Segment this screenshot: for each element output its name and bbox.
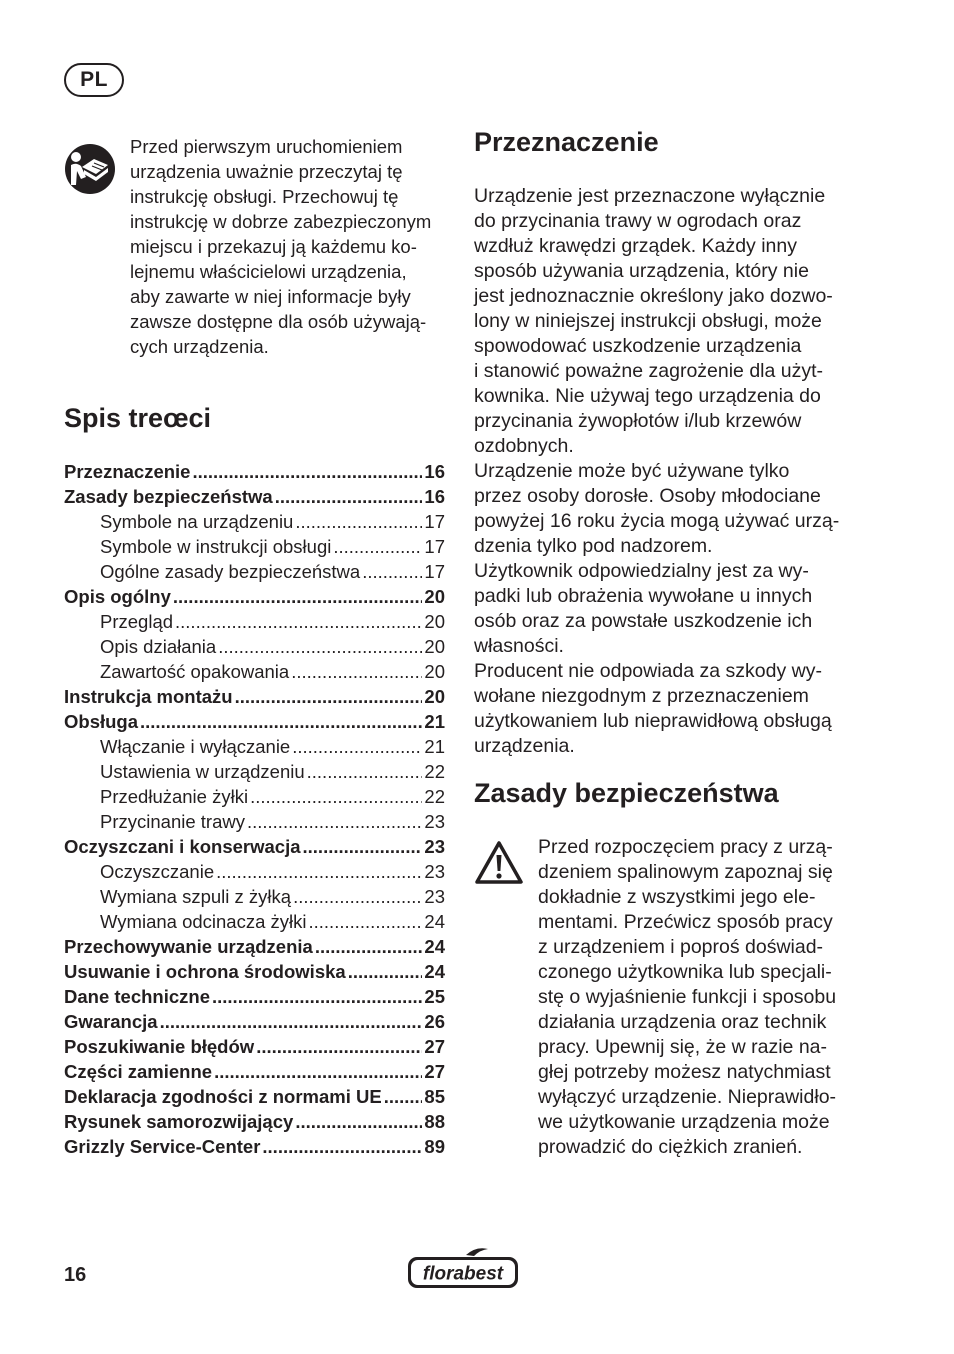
toc-entry xyxy=(64,1134,445,1159)
toc-entry-title: Grizzly Service-Center xyxy=(64,1136,261,1157)
toc-entry xyxy=(64,509,445,534)
toc-entry-title: Obsługa xyxy=(64,711,139,732)
warning-icon xyxy=(474,840,524,886)
toc-entry-page: 26 xyxy=(424,1011,445,1032)
toc-entry xyxy=(64,609,445,634)
text-line: wołane niezgodnym z przeznaczeniem xyxy=(474,685,809,707)
toc-entry xyxy=(64,534,445,559)
toc-entry xyxy=(64,734,445,759)
text-line: lony w niniejszej instrukcji obsługi, może xyxy=(474,310,822,332)
manual-reader-icon xyxy=(64,143,116,195)
toc-entry-page: 27 xyxy=(424,1061,445,1082)
toc-leader-dots xyxy=(348,959,423,984)
toc-entry-title: Ustawienia w urządzeniu xyxy=(100,761,305,782)
text-line: Przed pierwszym uruchomieniem xyxy=(130,136,403,157)
text-line: urządzenia uważnie przeczytaj tę xyxy=(130,161,403,182)
toc-entry-title: Przeznaczenie xyxy=(64,461,191,482)
text-line: cych urządzenia. xyxy=(130,336,269,357)
toc-leader-dots xyxy=(384,1084,423,1109)
text-line: powyżej 16 roku życia mogą używać urzą- xyxy=(474,510,840,532)
text-line: padki lub obrażenia wywołane u innych xyxy=(474,585,813,607)
toc-entry-title: Opis działania xyxy=(100,636,217,657)
text-line: Urządzenie może być używane tylko xyxy=(474,460,790,482)
toc-entry-page: 23 xyxy=(424,886,445,907)
text-line: instrukcję w dobrze zabezpieczonym xyxy=(130,211,432,232)
toc-entry xyxy=(64,784,445,809)
toc-leader-dots xyxy=(160,1009,423,1034)
text-line: mentami. Przećwicz sposób pracy xyxy=(538,911,833,933)
toc-entry-title: Włączanie i wyłączanie xyxy=(100,736,291,757)
toc-entry-title: Oczyszczani i konserwacja xyxy=(64,836,301,857)
text-line: Przed rozpoczęciem pracy z urzą- xyxy=(538,836,833,858)
page-number: 16 xyxy=(64,1264,87,1286)
text-line: aby zawarte w niej informacje były xyxy=(130,286,411,307)
text-line: Producent nie odpowiada za szkody wy- xyxy=(474,660,822,682)
text-line: do przycinania trawy w ogrodach oraz xyxy=(474,210,802,232)
text-line: wyłączyć urządzenie. Nieprawidło- xyxy=(538,1086,837,1108)
toc-entry-page: 21 xyxy=(424,711,445,732)
text-line: przycinania żywopłotów i/lub krzewów xyxy=(474,410,802,432)
text-line: lejnemu właścicielowi urządzenia, xyxy=(130,261,407,282)
toc-entry-page: 85 xyxy=(424,1086,445,1107)
toc-leader-dots xyxy=(212,984,422,1009)
text-line: czonego użytkownika lub specjali- xyxy=(538,961,832,983)
text-line: we użytkowanie urządzenia może xyxy=(538,1111,830,1133)
text-line: jest jednoznacznie określony jako dozwo- xyxy=(474,285,833,307)
toc-heading: Spis treœci xyxy=(64,403,212,433)
toc-entry xyxy=(64,1084,445,1109)
toc-entry-page: 17 xyxy=(424,536,445,557)
toc-entry xyxy=(64,559,445,584)
purpose-heading: Przeznaczenie xyxy=(474,127,659,157)
intro-paragraph xyxy=(130,134,450,359)
text-line: dzenia tylko pod nadzorem. xyxy=(474,535,713,557)
toc-entry-title: Części zamienne xyxy=(64,1061,213,1082)
toc-entry-page: 89 xyxy=(424,1136,445,1157)
toc-entry-page: 23 xyxy=(424,861,445,882)
toc-entry xyxy=(64,834,445,859)
toc-leader-dots xyxy=(192,459,422,484)
text-line: Użytkownik odpowiedzialny jest za wy- xyxy=(474,560,809,582)
toc-leader-dots xyxy=(303,834,423,859)
toc-leader-dots xyxy=(256,1034,422,1059)
text-line: i stanowić poważne zagrożenie dla użyt- xyxy=(474,360,824,382)
text-line: sposób używania urządzenia, który nie xyxy=(474,260,809,282)
toc-entry-title: Instrukcja montażu xyxy=(64,686,233,707)
toc-entry-page: 24 xyxy=(424,936,445,957)
safety-heading: Zasady bezpieczeństwa xyxy=(474,778,779,808)
toc-entry-page: 22 xyxy=(424,786,445,807)
text-line: Urządzenie jest przeznaczone wyłącznie xyxy=(474,185,826,207)
toc-entry-title: Zawartość opakowania xyxy=(100,661,290,682)
text-line: urządzenia. xyxy=(474,735,575,757)
toc-entry-page: 24 xyxy=(424,961,445,982)
toc-leader-dots xyxy=(295,509,422,534)
toc-entry xyxy=(64,859,445,884)
text-line: dzeniem spalinowym zapoznaj się xyxy=(538,861,833,883)
toc-leader-dots xyxy=(262,1134,422,1159)
toc-leader-dots xyxy=(292,734,422,759)
toc-entry-page: 23 xyxy=(424,836,445,857)
toc-entry-title: Opis ogólny xyxy=(64,586,171,607)
text-line: pracy. Upewnij się, że w razie na- xyxy=(538,1036,827,1058)
text-line: dokładnie z wszystkimi jego ele- xyxy=(538,886,816,908)
toc-entry-page: 24 xyxy=(424,911,445,932)
florabest-logo xyxy=(406,1244,520,1290)
toc-leader-dots xyxy=(250,784,422,809)
toc-leader-dots xyxy=(309,909,423,934)
toc-entry xyxy=(64,809,445,834)
toc-entry-title: Poszukiwanie błędów xyxy=(64,1036,255,1057)
toc-entry xyxy=(64,484,445,509)
toc-entry-page: 22 xyxy=(424,761,445,782)
text-line: osób oraz za powstałe uszkodzenie ich xyxy=(474,610,813,632)
text-line: własności. xyxy=(474,635,564,657)
toc-entry xyxy=(64,459,445,484)
toc-leader-dots xyxy=(173,584,423,609)
toc-entry-page: 20 xyxy=(424,661,445,682)
text-line: z urządzeniem i poproś doświad- xyxy=(538,936,824,958)
toc-entry-title: Przechowywanie urządzenia xyxy=(64,936,313,957)
toc-entry xyxy=(64,634,445,659)
safety-paragraph xyxy=(538,835,878,1160)
toc-entry xyxy=(64,1109,445,1134)
toc-entry-title: Zasady bezpieczeństwa xyxy=(64,486,273,507)
toc-entry xyxy=(64,709,445,734)
toc-entry-title: Gwarancja xyxy=(64,1011,158,1032)
toc-entry-title: Usuwanie i ochrona środowiska xyxy=(64,961,346,982)
toc-leader-dots xyxy=(175,609,422,634)
toc-entry-page: 20 xyxy=(424,586,445,607)
text-line: stę o wyjaśnienie funkcji i sposobu xyxy=(538,986,837,1008)
toc-entry-title: Wymiana szpuli z żyłką xyxy=(100,886,292,907)
toc-entry-page: 25 xyxy=(424,986,445,1007)
toc-leader-dots xyxy=(275,484,423,509)
text-line: instrukcję obsługi. Przechowuj tę xyxy=(130,186,399,207)
language-badge xyxy=(64,63,124,97)
text-line: działania urządzenia oraz technik xyxy=(538,1011,827,1033)
toc-entry-page: 20 xyxy=(424,611,445,632)
toc-entry-title: Ogólne zasady bezpieczeństwa xyxy=(100,561,361,582)
toc-entry xyxy=(64,934,445,959)
toc-entry-page: 16 xyxy=(424,461,445,482)
toc-entry-title: Symbole w instrukcji obsługi xyxy=(100,536,332,557)
toc-entry xyxy=(64,909,445,934)
toc-entry xyxy=(64,884,445,909)
toc-entry-page: 27 xyxy=(424,1036,445,1057)
language-code: PL xyxy=(80,68,108,91)
toc-leader-dots xyxy=(293,884,422,909)
text-line: ozdobnych. xyxy=(474,435,574,457)
toc-leader-dots xyxy=(362,559,422,584)
toc-entry xyxy=(64,759,445,784)
toc-leader-dots xyxy=(140,709,422,734)
toc-leader-dots xyxy=(214,1059,422,1084)
text-line: głej potrzeby możesz natychmiast xyxy=(538,1061,831,1083)
text-line: zawsze dostępne dla osób używają- xyxy=(130,311,427,332)
toc-entry-page: 16 xyxy=(424,486,445,507)
toc-entry xyxy=(64,684,445,709)
toc-leader-dots xyxy=(218,634,422,659)
toc-entry xyxy=(64,659,445,684)
toc-entry-page: 21 xyxy=(424,736,445,757)
toc-leader-dots xyxy=(307,759,423,784)
text-line: przez osoby dorosłe. Osoby młodociane xyxy=(474,485,821,507)
toc-entry-page: 20 xyxy=(424,636,445,657)
toc-entry-title: Przedłużanie żyłki xyxy=(100,786,249,807)
text-line: kownika. Nie używaj tego urządzenia do xyxy=(474,385,821,407)
toc-entry-page: 17 xyxy=(424,561,445,582)
toc-entry-page: 23 xyxy=(424,811,445,832)
toc-leader-dots xyxy=(295,1109,422,1134)
toc-entry-title: Oczyszczanie xyxy=(100,861,215,882)
toc-leader-dots xyxy=(247,809,422,834)
toc-leader-dots xyxy=(216,859,422,884)
text-line: prowadzić do ciężkich zranień. xyxy=(538,1136,803,1158)
toc-entry xyxy=(64,1059,445,1084)
toc-entry-page: 17 xyxy=(424,511,445,532)
text-line: miejscu i przekazuj ją każdemu ko- xyxy=(130,236,417,257)
toc-entry xyxy=(64,1009,445,1034)
toc-leader-dots xyxy=(235,684,423,709)
toc-leader-dots xyxy=(291,659,422,684)
table-of-contents xyxy=(64,459,445,1159)
text-line: użytkowaniem lub nieprawidłową obsługą xyxy=(474,710,832,732)
toc-entry-page: 20 xyxy=(424,686,445,707)
toc-entry xyxy=(64,959,445,984)
purpose-paragraph xyxy=(474,184,874,759)
toc-leader-dots xyxy=(315,934,423,959)
toc-entry xyxy=(64,584,445,609)
toc-leader-dots xyxy=(333,534,422,559)
toc-entry-title: Wymiana odcinacza żyłki xyxy=(100,911,307,932)
text-line: wzdłuż krawędzi grządek. Każdy inny xyxy=(474,235,797,257)
toc-entry-page: 88 xyxy=(424,1111,445,1132)
toc-entry-title: Symbole na urządzeniu xyxy=(100,511,294,532)
toc-entry-title: Przegląd xyxy=(100,611,174,632)
toc-entry xyxy=(64,1034,445,1059)
toc-entry-title: Deklaracja zgodności z normami UE xyxy=(64,1086,382,1107)
toc-entry-title: Rysunek samorozwijający xyxy=(64,1111,294,1132)
brand-name: florabest xyxy=(422,1263,504,1285)
text-line: spowodować uszkodzenie urządzenia xyxy=(474,335,802,357)
toc-entry-title: Dane techniczne xyxy=(64,986,210,1007)
toc-entry xyxy=(64,984,445,1009)
toc-entry-title: Przycinanie trawy xyxy=(100,811,245,832)
